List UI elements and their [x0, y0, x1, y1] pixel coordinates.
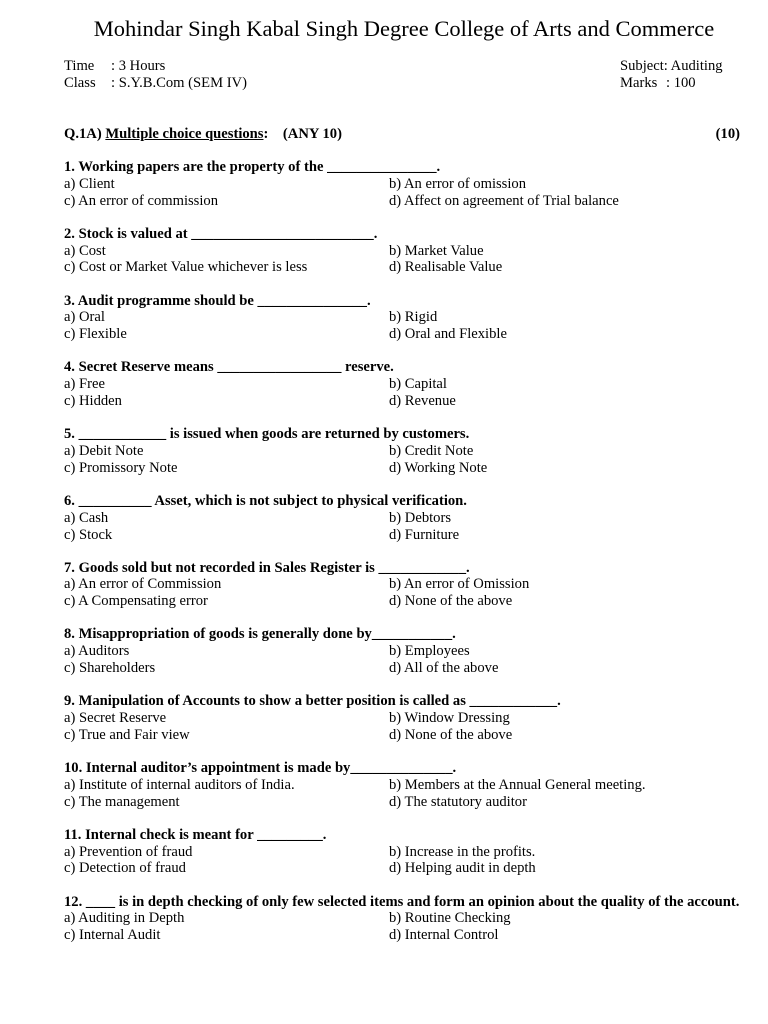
- question-2: [64, 226, 744, 276]
- option-c: c) Internal Audit: [64, 927, 161, 944]
- time-row: [64, 58, 247, 75]
- option-d: d) Revenue: [389, 392, 456, 409]
- option-c: c) Hidden: [64, 392, 122, 409]
- option-a: a) Cash: [64, 509, 109, 526]
- option-row: [64, 710, 744, 727]
- section-marks: (10): [715, 126, 740, 142]
- option-a: a) Free: [64, 376, 105, 393]
- option-row: [64, 176, 744, 193]
- option-d: d) Oral and Flexible: [389, 326, 507, 343]
- option-d: d) Internal Control: [389, 927, 499, 944]
- exam-meta-right: [620, 58, 723, 92]
- option-d: d) Furniture: [389, 526, 460, 543]
- option-b: b) Capital: [389, 376, 447, 393]
- question-text: 1. Working papers are the property of the _______________.: [64, 159, 441, 175]
- option-c: c) Promissory Note: [64, 459, 178, 476]
- option-d: d) None of the above: [389, 726, 513, 743]
- option-row: [64, 777, 744, 794]
- question-4: [64, 359, 744, 409]
- option-c: c) An error of commission: [64, 192, 219, 209]
- question-text: 11. Internal check is meant for _________.: [64, 826, 327, 843]
- option-row: [64, 860, 744, 877]
- option-c: c) Shareholders: [64, 660, 156, 677]
- question-1: [64, 159, 744, 209]
- option-row: [64, 326, 744, 343]
- option-d: d) Helping audit in depth: [389, 860, 536, 877]
- option-c: c) A Compensating error: [64, 593, 208, 610]
- option-b: b) Rigid: [389, 309, 438, 326]
- question-text: 6. __________ Asset, which is not subject to physical verification.: [64, 492, 467, 509]
- option-d: d) Realisable Value: [389, 259, 503, 276]
- question-text: 2. Stock is valued at _________________________.: [64, 225, 378, 242]
- option-b: b) An error of Omission: [389, 576, 530, 593]
- option-row: [64, 460, 744, 477]
- question-text: 3. Audit programme should be _______________.: [64, 292, 371, 309]
- option-row: [64, 259, 744, 276]
- option-b: b) Members at the Annual General meeting.: [389, 776, 646, 793]
- option-row: [64, 593, 744, 610]
- class-value: : S.Y.B.Com (SEM IV): [111, 75, 247, 91]
- class-label: Class: [64, 75, 96, 91]
- option-b: b) Increase in the profits.: [389, 843, 536, 860]
- option-b: b) Market Value: [389, 242, 484, 259]
- section-heading: [64, 126, 740, 143]
- option-row: [64, 794, 744, 811]
- question-list: [64, 159, 744, 960]
- option-row: [64, 193, 744, 210]
- option-row: [64, 660, 744, 677]
- option-row: [64, 510, 744, 527]
- option-d: d) None of the above: [389, 593, 513, 610]
- option-c: c) Cost or Market Value whichever is less: [64, 259, 308, 276]
- option-row: [64, 844, 744, 861]
- option-b: b) Debtors: [389, 509, 452, 526]
- option-b: b) Credit Note: [389, 442, 474, 459]
- question-9: [64, 693, 744, 743]
- option-a: a) Client: [64, 175, 115, 192]
- option-c: c) Detection of fraud: [64, 860, 186, 877]
- marks-row: [620, 75, 723, 92]
- question-8: [64, 626, 744, 676]
- option-a: a) Auditors: [64, 643, 130, 660]
- option-row: [64, 643, 744, 660]
- class-row: [64, 75, 247, 92]
- option-c: c) The management: [64, 793, 180, 810]
- question-text: 4. Secret Reserve means _________________ reserve.: [64, 359, 394, 376]
- option-d: d) Working Note: [389, 459, 488, 476]
- option-b: b) Routine Checking: [389, 910, 511, 927]
- option-a: a) Oral: [64, 309, 105, 326]
- section-title: Multiple choice questions: [105, 126, 264, 142]
- option-row: [64, 527, 744, 544]
- option-a: a) Prevention of fraud: [64, 843, 193, 860]
- option-a: a) Cost: [64, 242, 106, 259]
- option-row: [64, 376, 744, 393]
- marks-label: Marks: [620, 75, 658, 91]
- question-6: [64, 493, 744, 543]
- option-row: [64, 309, 744, 326]
- question-text: 7. Goods sold but not recorded in Sales Register is ____________.: [64, 559, 470, 576]
- question-text: 9. Manipulation of Accounts to show a better position is called as ____________.: [64, 693, 561, 710]
- section-prefix: Q.1A): [64, 126, 102, 142]
- option-a: a) An error of Commission: [64, 576, 222, 593]
- option-row: [64, 443, 744, 460]
- subject-row: [620, 58, 723, 75]
- question-12: [64, 894, 744, 944]
- option-a: a) Auditing in Depth: [64, 910, 185, 927]
- option-d: d) Affect on agreement of Trial balance: [389, 192, 619, 209]
- question-10: [64, 760, 744, 810]
- option-a: a) Secret Reserve: [64, 710, 167, 727]
- question-3: [64, 293, 744, 343]
- option-b: b) An error of omission: [389, 175, 527, 192]
- option-row: [64, 243, 744, 260]
- option-d: d) All of the above: [389, 660, 499, 677]
- question-11: [64, 827, 744, 877]
- option-a: a) Institute of internal auditors of India.: [64, 776, 295, 793]
- option-c: c) Flexible: [64, 326, 127, 343]
- question-7: [64, 560, 744, 610]
- option-row: [64, 393, 744, 410]
- option-b: b) Window Dressing: [389, 710, 510, 727]
- question-text: 12. ____ is in depth checking of only few selected items and form an opinion about the quality of the account.: [64, 893, 740, 910]
- option-a: a) Debit Note: [64, 442, 144, 459]
- option-c: c) True and Fair view: [64, 726, 190, 743]
- question-text: 10. Internal auditor’s appointment is made by______________.: [64, 760, 457, 777]
- marks-value: : 100: [666, 75, 696, 91]
- college-title: Mohindar Singh Kabal Singh Degree College of Arts and Commerce: [93, 16, 715, 41]
- option-d: d) The statutory auditor: [389, 793, 527, 810]
- question-text: 8. Misappropriation of goods is generally done by___________.: [64, 626, 456, 643]
- option-b: b) Employees: [389, 643, 470, 660]
- time-label: Time: [64, 58, 95, 74]
- section-suffix: : (ANY 10): [263, 126, 342, 142]
- option-c: c) Stock: [64, 526, 113, 543]
- option-row: [64, 927, 744, 944]
- option-row: [64, 576, 744, 593]
- subject-text: Subject: Auditing: [620, 58, 723, 74]
- option-row: [64, 910, 744, 927]
- time-value: : 3 Hours: [111, 58, 166, 74]
- question-5: [64, 426, 744, 476]
- exam-meta-left: [64, 58, 247, 92]
- question-text: 5. ____________ is issued when goods are returned by customers.: [64, 426, 470, 443]
- option-row: [64, 727, 744, 744]
